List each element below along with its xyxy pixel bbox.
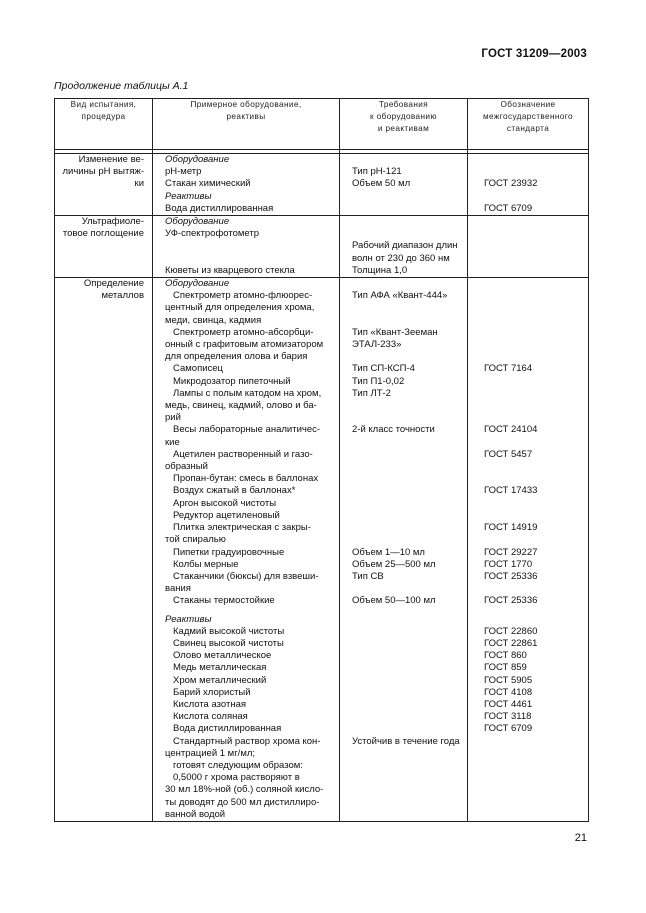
cell-line: [340, 461, 467, 473]
cell-line: [340, 626, 467, 638]
cell-line: [468, 748, 588, 760]
cell-line: [468, 473, 588, 485]
cell-line: Пропан-бутан: смесь в баллонах: [173, 473, 319, 485]
cell-line: вания: [165, 583, 191, 595]
cell-line: [340, 278, 467, 290]
cell-line: Требования: [378, 100, 429, 109]
cell-line: ГОСТ 6709: [484, 723, 533, 735]
cell-line: [468, 400, 588, 412]
cell-line: Ацетилен растворенный и газо-: [173, 448, 313, 460]
cell-line: Оборудование: [165, 154, 230, 165]
cell-line: Толщина 1,0: [352, 264, 408, 276]
cell-line: [340, 191, 467, 203]
cell-line: ГОСТ 17433: [484, 485, 538, 497]
cell-line: ГОСТ 3118: [484, 711, 532, 723]
cell-line: [340, 302, 467, 314]
cell-line: [340, 614, 467, 626]
cell-line: Пипетки градуировочные: [173, 546, 285, 558]
cell-line: [340, 315, 467, 327]
cell-line: Обозначение: [500, 100, 556, 109]
header-requirements: [340, 99, 468, 150]
cell-line: ГОСТ 860: [484, 650, 527, 662]
cell-line: Оборудование: [165, 278, 230, 290]
equipment-ph: [153, 154, 340, 216]
cell-line: [340, 498, 467, 510]
cell-line: [468, 809, 588, 821]
cell-line: [340, 675, 467, 687]
cell-line: [340, 687, 467, 699]
cell-line: медь, свинец, кадмий, олово и ба-: [165, 400, 317, 412]
cell-line: ГОСТ 1770: [484, 558, 533, 570]
cell-line: ванной водой: [165, 808, 226, 820]
cell-line: Вид испытания,: [70, 100, 137, 109]
cell-line: [468, 534, 588, 546]
cell-line: Реактивы: [165, 613, 212, 625]
cell-line: волн от 230 до 360 нм: [352, 252, 450, 264]
cell-line: [468, 154, 588, 166]
cell-line: [340, 711, 467, 723]
cell-line: Медь металлическая: [173, 662, 267, 674]
cell-line: [340, 748, 467, 760]
cell-line: [468, 437, 588, 449]
cell-line: Стакан химический: [165, 178, 251, 190]
cell-line: pH-метр: [165, 166, 202, 178]
cell-line: [340, 522, 467, 534]
cell-line: [468, 736, 588, 748]
cell-line: [468, 290, 588, 302]
cell-line: [468, 510, 588, 522]
cell-line: [340, 760, 467, 772]
cell-line: Вода дистиллированная: [173, 723, 282, 735]
cell-line: ГОСТ 14919: [484, 522, 538, 534]
cell-line: [340, 723, 467, 735]
cell-line: [468, 583, 588, 595]
test-name-uv: [55, 216, 153, 278]
cell-line: Воздух сжатый в баллонах*: [173, 485, 296, 497]
requirements-metals: [340, 278, 468, 822]
cell-line: [468, 772, 588, 784]
cell-line: [468, 797, 588, 809]
cell-line: [340, 437, 467, 449]
cell-line: ГОСТ 5905: [484, 674, 533, 686]
test-name-metals: [55, 278, 153, 822]
cell-line: ГОСТ 24104: [484, 424, 538, 436]
cell-line: для определения олова и бария: [165, 351, 308, 363]
cell-line: Тип СП-КСП-4: [352, 363, 415, 375]
table-header-row: [55, 99, 589, 150]
cell-line: стандарта: [506, 124, 550, 134]
cell-line: [468, 327, 588, 339]
cell-line: Рабочий диапазон длин: [352, 240, 458, 252]
cell-line: той спиралью: [165, 534, 226, 546]
cell-line: Микродозатор пипеточный: [173, 375, 291, 387]
cell-line: Оборудование: [165, 216, 230, 228]
cell-line: межгосударственного: [483, 112, 573, 122]
cell-line: [468, 760, 588, 772]
cell-line: Кислота соляная: [173, 711, 248, 723]
cell-line: УФ-спектрофотометр: [165, 228, 260, 240]
cell-line: [468, 784, 588, 796]
cell-line: образный: [165, 461, 208, 473]
cell-line: готовят следующим образом:: [173, 759, 303, 771]
cell-line: [340, 473, 467, 485]
cell-line: [340, 534, 467, 546]
cell-line: процедура: [81, 112, 126, 122]
cell-line: [468, 166, 588, 178]
cell-line: [340, 809, 467, 821]
cell-line: Самописец: [173, 363, 223, 375]
cell-line: Примерное оборудование,: [190, 100, 302, 109]
requirements-ph: [340, 154, 468, 216]
cell-line: [340, 784, 467, 796]
cell-line: центный для определения хрома,: [165, 302, 315, 314]
cell-line: Тип «Квант-Зееман: [352, 326, 438, 338]
cell-line: Определение: [83, 278, 144, 290]
cell-line: ГОСТ 25336: [484, 570, 538, 582]
table-row-ph: [55, 154, 589, 216]
cell-line: Свинец высокой чистоты: [173, 637, 284, 649]
cell-line: 2-й класс точности: [352, 424, 435, 436]
cell-line: [340, 216, 467, 228]
cell-line: металлов: [101, 290, 144, 302]
cell-line: Вода дистиллированная: [165, 202, 274, 214]
header-test-type: [55, 99, 153, 150]
cell-line: Объем 25—500 мл: [352, 558, 436, 570]
cell-line: Объем 50 мл: [352, 178, 411, 190]
cell-line: Тип П1-0,02: [352, 375, 405, 387]
cell-line: [468, 315, 588, 327]
header-standard: [468, 99, 589, 150]
cell-line: ЭТАЛ-233»: [352, 339, 402, 351]
cell-line: меди, свинца, кадмия: [165, 314, 262, 326]
cell-line: Изменение ве-: [78, 154, 144, 165]
cell-line: [468, 461, 588, 473]
cell-line: [468, 339, 588, 351]
table-row-uv: [55, 216, 589, 278]
cell-line: Кюветы из кварцевого стекла: [165, 264, 295, 276]
cell-line: [340, 412, 467, 424]
cell-line: [340, 351, 467, 363]
cell-line: Тип pH-121: [352, 166, 402, 178]
cell-line: [468, 614, 588, 626]
equipment-metals: [153, 278, 340, 822]
cell-line: [340, 400, 467, 412]
cell-line: Кислота азотная: [173, 698, 247, 710]
cell-line: [340, 203, 467, 215]
cell-line: [153, 253, 339, 265]
cell-line: Объем 50—100 мл: [352, 595, 436, 607]
cell-line: [468, 388, 588, 400]
test-name-ph: [55, 154, 153, 216]
table-row-metals: [55, 278, 589, 822]
cell-line: [468, 191, 588, 203]
equipment-table: [54, 98, 589, 822]
cell-line: и реактивам: [377, 124, 430, 134]
cell-line: [340, 797, 467, 809]
cell-line: Стаканы термостойкие: [173, 595, 275, 607]
cell-line: ГОСТ 25336: [484, 595, 538, 607]
cell-line: [340, 699, 467, 711]
cell-line: [340, 449, 467, 461]
equipment-uv: [153, 216, 340, 278]
cell-line: Тип СВ: [352, 570, 384, 582]
cell-line: Лампы с полым катодом на хром,: [173, 387, 322, 399]
cell-line: Устойчив в течение года: [352, 735, 460, 747]
cell-line: Хром металлический: [173, 674, 267, 686]
cell-line: [468, 302, 588, 314]
cell-line: [468, 351, 588, 363]
cell-line: ГОСТ 4461: [484, 698, 533, 710]
cell-line: ки: [134, 178, 144, 190]
cell-line: ГОСТ 22860: [484, 625, 538, 637]
cell-line: Ультрафиоле-: [81, 216, 144, 228]
cell-line: ГОСТ 6709: [484, 202, 533, 214]
cell-line: [340, 510, 467, 522]
cell-line: [468, 412, 588, 424]
cell-line: Кадмий высокой чистоты: [173, 625, 285, 637]
cell-line: рий: [165, 412, 181, 424]
cell-line: Олово металлическое: [173, 650, 272, 662]
cell-line: [340, 583, 467, 595]
cell-line: к оборудованию: [370, 112, 437, 122]
cell-line: товое поглощение: [62, 228, 144, 240]
cell-line: Плитка электрическая с закры-: [173, 522, 311, 534]
cell-line: Барий хлористый: [173, 686, 251, 698]
cell-line: ГОСТ 23932: [484, 178, 538, 190]
cell-line: Тип ЛТ-2: [352, 387, 391, 399]
cell-line: [153, 240, 339, 252]
standard-ph: [468, 154, 589, 216]
cell-line: [468, 278, 588, 290]
cell-line: ГОСТ 859: [484, 662, 527, 674]
requirements-uv: [340, 216, 468, 278]
header-equipment: [153, 99, 340, 150]
cell-line: онный с графитовым атомизатором: [165, 339, 324, 351]
document-code: ГОСТ 31209—2003: [481, 48, 587, 60]
cell-line: Редуктор ацетиленовый: [173, 509, 280, 521]
standard-metals: [468, 278, 589, 822]
cell-line: [340, 662, 467, 674]
cell-line: Реактивы: [165, 190, 212, 202]
cell-line: кие: [165, 436, 180, 448]
cell-line: Стандартный раствор хрома кон-: [173, 735, 321, 747]
standard-uv: [468, 216, 589, 278]
cell-line: ГОСТ 22861: [484, 637, 538, 649]
cell-line: личины pH вытяж-: [62, 166, 144, 178]
cell-line: ГОСТ 4108: [484, 686, 533, 698]
cell-line: Тип АФА «Квант-444»: [352, 290, 448, 302]
cell-line: [340, 638, 467, 650]
cell-line: реактивы: [226, 112, 266, 122]
cell-line: [340, 228, 467, 240]
cell-line: [340, 650, 467, 662]
cell-line: Аргон высокой чистоты: [173, 497, 277, 509]
cell-line: [340, 485, 467, 497]
page-number: 21: [574, 832, 587, 844]
cell-line: [468, 376, 588, 388]
table-continuation-label: Продолжение таблицы А.1: [54, 80, 189, 92]
cell-line: 30 мл 18%-ной (об.) соляной кисло-: [165, 784, 324, 796]
cell-line: Спектрометр атомно-флюорес-: [173, 290, 313, 302]
cell-line: ГОСТ 7164: [484, 363, 533, 375]
cell-line: Стаканчики (бюксы) для взвеши-: [173, 570, 319, 582]
cell-line: Колбы мерные: [173, 558, 239, 570]
cell-line: [340, 154, 467, 166]
cell-line: ГОСТ 5457: [484, 448, 533, 460]
cell-line: [340, 772, 467, 784]
cell-line: Объем 1—10 мл: [352, 546, 425, 558]
cell-line: центрацией 1 мг/мл;: [165, 747, 256, 759]
cell-line: Весы лабораторные аналитичес-: [173, 424, 321, 436]
cell-line: [468, 498, 588, 510]
cell-line: 0,5000 г хрома растворяют в: [173, 772, 300, 784]
cell-line: ГОСТ 29227: [484, 546, 538, 558]
cell-line: Спектрометр атомно-абсорбци-: [173, 326, 314, 338]
cell-line: ты доводят до 500 мл дистиллиро-: [165, 796, 320, 808]
